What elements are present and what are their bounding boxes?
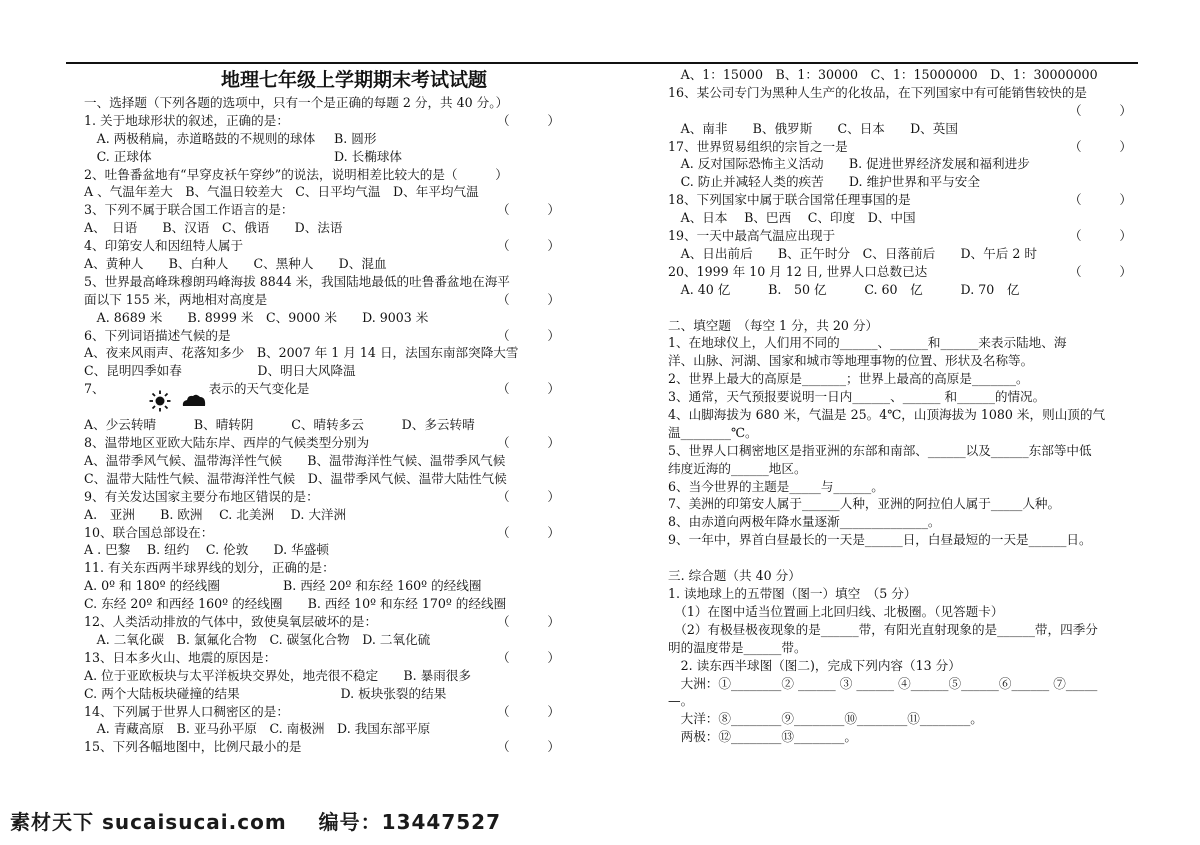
- question-line: [84, 703, 584, 721]
- answer-paren: （ ）: [497, 291, 560, 307]
- answer-paren: （ ）: [497, 202, 560, 218]
- question-line: [84, 667, 584, 685]
- line-text: A、夜来风雨声、花落知多少 B、2007 年 1 月 14 日，法国东南部突降大雪: [84, 345, 519, 361]
- question-line: [668, 173, 1140, 191]
- line-text: A. 反对国际恐怖主义活动 B. 促进世界经济发展和福利进步: [668, 156, 1030, 172]
- question-line: [668, 102, 1140, 120]
- question-line: [84, 434, 584, 452]
- site-watermark: [10, 806, 501, 835]
- top-rule: [66, 62, 1138, 64]
- answer-paren: （ ）: [497, 327, 560, 343]
- question-line: [84, 130, 584, 148]
- line-text: A . 巴黎 B. 纽约 C. 伦敦 D. 华盛顿: [84, 542, 329, 558]
- page-title: 地理七年级上学期期末考试试题: [220, 69, 487, 91]
- line-text: A. 8689 米 B. 8999 米 C、9000 米 D. 9003 米: [84, 309, 429, 325]
- question-line: [84, 309, 584, 327]
- text-line: 1. 读地球上的五带图（图一）填空 （5 分）: [668, 586, 917, 602]
- text-line: （1）在图中适当位置画上北回归线、北极圈。（见答题卡）: [668, 603, 1004, 619]
- line-text: 6、下列词语描述气候的是: [84, 327, 231, 343]
- line-text: 10、联合国总部设在：: [84, 524, 214, 540]
- line-text: 11. 有关东西两半球界线的划分，正确的是：: [84, 560, 335, 576]
- question-line: [84, 488, 584, 506]
- line-text: C、温带大陆性气候、温带海洋性气候 D、温带季风气候、温带大陆性气候: [84, 470, 507, 486]
- question-line: [84, 362, 584, 380]
- text-line: 大洋：⑧________⑨________⑩________⑪________。: [668, 711, 983, 727]
- line-text: C. 东经 20º 和西经 160º 的经线圈 B. 西经 10º 和东经 170º 的经线圈: [84, 596, 507, 612]
- question-line: [668, 84, 1140, 102]
- line-text: A、少云转晴 B、晴转阴 C、晴转多云 D、多云转晴: [84, 417, 475, 433]
- question-line: [84, 148, 584, 166]
- text-line: 6、当今世界的主题是_____与______。: [668, 478, 884, 494]
- line-text: C. 正球体: [84, 148, 152, 164]
- answer-paren: （ ）: [1069, 192, 1132, 208]
- question-line: [84, 631, 584, 649]
- line-text: 16、某公司专门为黑种人生产的化妆品，在下列国家中有可能销售较快的是: [668, 84, 1088, 100]
- comprehensive-heading: 三. 综合题（共 40 分）: [668, 568, 801, 584]
- answer-paren: （ ）: [497, 238, 560, 254]
- left-column: [84, 66, 584, 756]
- text-line: 温________℃。: [668, 424, 758, 440]
- option-text: B. 圆形: [334, 130, 377, 146]
- question-line: [84, 559, 584, 577]
- question-line: [668, 227, 1140, 245]
- answer-paren: （ ）: [497, 703, 560, 719]
- weather-icons: [109, 380, 179, 398]
- text-line: 4、山脚海拔为 680 米，气温是 25。4℃，山顶海拔为 1080 米，则山顶的气: [668, 407, 1106, 423]
- line-text: C、昆明四季如春 D、明日大风降温: [84, 363, 356, 379]
- text-line: 洋、山脉、河湖、国家和城市等地理事物的位置、形状及名称等。: [668, 353, 1034, 369]
- question-list-right: [668, 66, 1140, 299]
- answer-paren: （ ）: [497, 524, 560, 540]
- line-text: 9、有关发达国家主要分布地区错误的是：: [84, 488, 319, 504]
- question-line: [84, 738, 584, 756]
- question-line: [84, 649, 584, 667]
- question-line: [84, 577, 584, 595]
- question-line: [668, 281, 1140, 299]
- text-line: 7、美洲的印第安人属于______人种，亚洲的阿拉伯人属于_____人种。: [668, 496, 1061, 512]
- comprehensive-questions: [668, 585, 1140, 746]
- line-text: A、日本 B、巴西 C、印度 D、中国: [668, 210, 916, 226]
- line-text: A、 日语 B、汉语 C、俄语 D、法语: [84, 220, 343, 236]
- line-text: 3、下列不属于联合国工作语言的是：: [84, 202, 294, 218]
- question-line: [668, 263, 1140, 281]
- answer-paren: （ ）: [497, 649, 560, 665]
- question-line: [668, 138, 1140, 156]
- question-line: [84, 291, 584, 309]
- question-list-left: [84, 94, 584, 380]
- text-line: 明的温度带是______带。: [668, 639, 807, 655]
- question-line: [668, 245, 1140, 263]
- text-line: 8、由赤道向两极年降水量逐渐______________。: [668, 514, 941, 530]
- line-text: A. 位于亚欧板块与太平洋板块交界处，地壳很不稳定 B. 暴雨很多: [84, 667, 471, 683]
- line-text: A、1：15000 B、1：30000 C、1：15000000 D、1：30000000: [668, 67, 1098, 82]
- sun-icon: [149, 390, 171, 412]
- line-text: 12、人类活动排放的气体中，致使臭氧层破坏的是：: [84, 614, 378, 630]
- answer-paren: （ ）: [1069, 138, 1132, 154]
- line-text: A. 两极稍扁，赤道略鼓的不规则的球体: [84, 130, 316, 146]
- line-text: A、黄种人 B、白种人 C、黑种人 D、混血: [84, 256, 387, 272]
- line-text: 2、吐鲁番盆地有“早穿皮袄午穿纱”的说法，说明相差比较大的是（ ）: [84, 166, 508, 182]
- question-line: [84, 720, 584, 738]
- question-line: [84, 183, 584, 201]
- line-text: A、南非 B、俄罗斯 C、日本 D、英国: [668, 120, 958, 136]
- option-text: D. 长椭球体: [334, 148, 403, 164]
- line-text: A. 青藏高原 B. 亚马孙平原 C. 南极洲 D. 我国东部平原: [84, 721, 431, 737]
- q7-number: 7、: [84, 381, 105, 397]
- answer-paren: （ ）: [1069, 263, 1132, 279]
- q7-text: 表示的天气变化是: [208, 381, 310, 397]
- question-line: [84, 219, 584, 237]
- answer-paren: （ ）: [497, 112, 560, 128]
- question-line: [84, 112, 584, 130]
- question-line: [84, 470, 584, 488]
- line-text: 面以下 155 米，两地相对高度是: [84, 291, 268, 307]
- answer-paren: （ ）: [497, 739, 560, 755]
- text-line: （2）有极昼极夜现象的是______带，有阳光直射现象的是______带，四季分: [668, 621, 1098, 637]
- question-line: [668, 191, 1140, 209]
- answer-paren: （ ）: [497, 435, 560, 451]
- question-line: [84, 94, 584, 112]
- question-line: [84, 452, 584, 470]
- text-line: —。: [668, 693, 694, 709]
- line-text: A、温带季风气候、温带海洋性气候 B、温带海洋性气候、温带季风气候: [84, 453, 506, 469]
- line-text: A、日出前后 B、正午时分 C、日落前后 D、午后 2 时: [668, 245, 1037, 261]
- question-line: [668, 120, 1140, 138]
- text-line: 大洲：①________② ______ ③ ______ ④______⑤______⑥______ ⑦_____: [668, 675, 1098, 691]
- question-line: [84, 344, 584, 362]
- fill-heading: 二、填空题 （每空 1 分，共 20 分）: [668, 317, 879, 333]
- answer-paren: （ ）: [497, 614, 560, 630]
- answer-paren: （ ）: [1069, 102, 1132, 118]
- line-text: 19、一天中最高气温应出现于: [668, 228, 836, 244]
- question-line: [84, 327, 584, 345]
- question-7: [84, 380, 584, 416]
- line-text: 一、选择题（下列各题的选项中，只有一个是正确的每题 2 分，共 40 分。）: [84, 95, 509, 110]
- question-line: [84, 685, 584, 703]
- question-line: [84, 255, 584, 273]
- text-line: 1、在地球仪上，人们用不同的______、______和______来表示陆地、海: [668, 335, 1067, 351]
- line-text: 13、日本多火山、地震的原因是：: [84, 649, 277, 665]
- question-line: [84, 541, 584, 559]
- line-text: 4、印第安人和因纽特人属于: [84, 238, 244, 254]
- line-text: C. 两个大陆板块碰撞的结果 D. 板块张裂的结果: [84, 685, 447, 701]
- fill-in-questions: [668, 334, 1140, 549]
- q7-answer-paren: （ ）: [497, 381, 560, 397]
- question-line: [84, 524, 584, 542]
- answer-paren: （ ）: [1069, 228, 1132, 244]
- question-line: [84, 506, 584, 524]
- line-text: 18、下列国家中属于联合国常任理事国的是: [668, 192, 911, 208]
- cloud-icon: [181, 393, 207, 407]
- question-line: [84, 595, 584, 613]
- watermark-site: 素材天下 sucaisucai.com: [10, 810, 287, 834]
- watermark-id: 编号：13447527: [318, 810, 501, 834]
- line-text: A. 40 亿 B. 50 亿 C. 60 亿 D. 70 亿: [668, 281, 1020, 297]
- question-line: [668, 155, 1140, 173]
- line-text: 8、温带地区亚欧大陆东岸、西岸的气候类型分别为: [84, 435, 370, 451]
- right-column: [668, 66, 1140, 746]
- line-text: 20、1999 年 10 月 12 日, 世界人口总数已达: [668, 263, 928, 279]
- text-line: 2. 读东西半球图（图二)，完成下列内容（13 分）: [668, 657, 961, 673]
- question-line: [668, 209, 1140, 227]
- answer-paren: （ ）: [497, 488, 560, 504]
- question-line: [84, 201, 584, 219]
- line-text: 1. 关于地球形状的叙述，正确的是：: [84, 112, 289, 128]
- line-text: A. 二氧化碳 B. 氯氟化合物 C. 碳氢化合物 D. 二氧化硫: [84, 631, 431, 647]
- line-text: 5、世界最高峰珠穆朗玛峰海拔 8844 米，我国陆地最低的吐鲁番盆地在海平: [84, 273, 510, 289]
- line-text: 15、下列各幅地图中，比例尺最小的是: [84, 739, 302, 755]
- line-text: A 、气温年差大 B、气温日较差大 C、日平均气温 D、年平均气温: [84, 184, 479, 200]
- text-line: 两极：⑫________⑬________。: [668, 729, 857, 745]
- line-text: 17、世界贸易组织的宗旨之一是: [668, 138, 848, 154]
- text-line: 纬度近海的______地区。: [668, 460, 807, 476]
- question-list-left-2: [84, 416, 584, 756]
- line-text: A. 亚洲 B. 欧洲 C. 北美洲 D. 大洋洲: [84, 506, 347, 522]
- question-line: [84, 613, 584, 631]
- text-line: 9、一年中，界首白昼最长的一天是______日，白昼最短的一天是______日。: [668, 532, 1092, 548]
- question-line: [84, 237, 584, 255]
- line-text: 14、下列属于世界人口稠密区的是：: [84, 703, 289, 719]
- line-text: A. 0º 和 180º 的经线圈 B. 西经 20º 和东经 160º 的经线圈: [84, 578, 482, 594]
- text-line: 3、通常，天气预报要说明一日内______、______ 和______的情况。: [668, 389, 1046, 405]
- question-line: [84, 273, 584, 291]
- question-line: [668, 66, 1140, 84]
- question-line: [84, 166, 584, 184]
- text-line: 2、世界上最大的高原是_______；世界上最高的高原是_______。: [668, 371, 1029, 387]
- line-text: C. 防止并减轻人类的疾苦 D. 维护世界和平与安全: [668, 174, 980, 190]
- question-line: [84, 416, 584, 434]
- text-line: 5、世界人口稠密地区是指亚洲的东部和南部、______以及______东部等中低: [668, 442, 1092, 458]
